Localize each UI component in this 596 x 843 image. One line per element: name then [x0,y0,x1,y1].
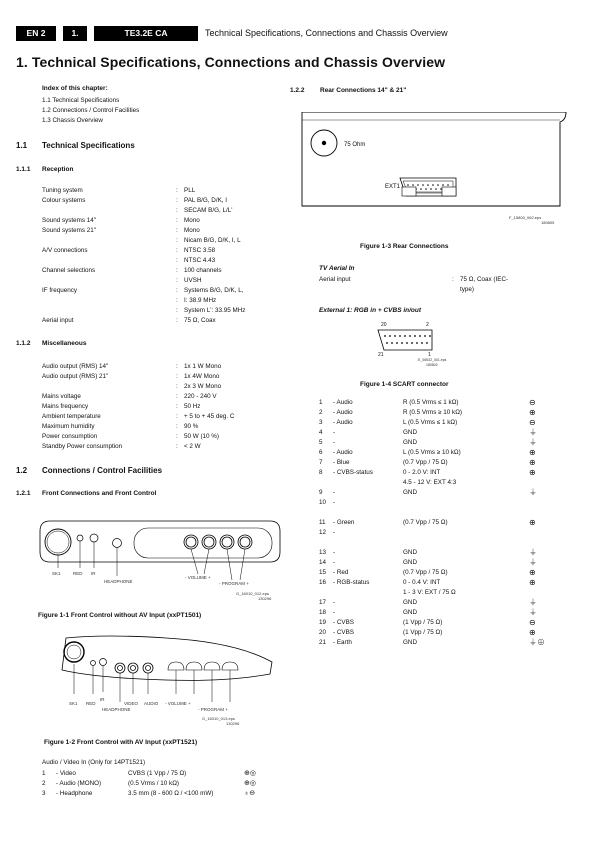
scart-pin-number: 7 [319,459,323,466]
spec-value: NTSC 4.43 [184,257,216,264]
scart-pin-number: 18 [319,609,327,616]
av-input-row [42,769,272,779]
scart-signal-icon: ⊖ [529,398,536,407]
scart-pin-signal: GND [403,559,417,566]
spec-label: Mains frequency [42,403,89,410]
scart-pin-number: 20 [319,629,327,636]
header-model-box [94,26,198,41]
front-control-figure-1 [36,508,282,600]
spec-row [42,442,282,452]
spec-label: Colour systems [42,197,86,204]
spec-value: SECAM B/G, L/L' [184,207,233,214]
scart-pin-row [319,618,545,628]
mains-switch-knob [45,529,71,555]
spec-value: 2x 3 W Mono [184,383,222,390]
red-led-indicator [77,535,83,541]
ext1-heading: External 1: RGB in + CVBS in/out [319,307,422,314]
headphone-jack [115,663,125,673]
spec-row [42,286,282,296]
scart-pin-number: 8 [319,469,323,476]
spec-label: Sound systems 14" [42,217,97,224]
fig1-label-volume: - VOLUME + [185,575,211,580]
spec-colon: : [176,423,178,430]
aerial-input-colon: : [452,276,454,283]
ext1-label: EXT1 [385,184,401,190]
spec-value: < 2 W [184,443,201,450]
scart-pin-number: 3 [319,419,323,426]
spec-value: 90 % [184,423,199,430]
ir-receiver [100,659,107,666]
av-pin-name: - Audio (MONO) [56,780,102,787]
spec-colon: : [176,433,178,440]
scart-pin-signal: 0 - 2.0 V: INT [403,469,441,476]
spec-colon: : [176,207,178,214]
av-pin-signal: CVBS (1 Vpp / 75 Ω) [128,770,187,777]
scart-pin-number: 11 [319,519,326,526]
av-pin-name: - Headphone [56,790,93,797]
scart-pin-name: - Audio [333,399,353,406]
spec-row [42,276,282,286]
fig2-label-video: VIDEO [124,701,139,706]
av-input-row [42,779,272,789]
spec-row [42,196,282,206]
scart-signal-icon: ⊕ [529,568,536,577]
ext1-date: 180802 [426,363,438,367]
scart-pin-row [319,638,545,648]
scart-pin-name: - Blue [333,459,350,466]
scart-pin-row [319,468,545,478]
scart-pin-number: 5 [319,439,323,446]
spec-colon: : [176,443,178,450]
spec-row [42,316,282,326]
av-heading: Audio / Video In (Only for 14PT1521) [42,759,146,766]
fig1-date: 130296 [258,596,272,601]
header-chapter-label: 1. [71,28,79,38]
spec-row [42,296,282,306]
tv-aerial-heading: TV Aerial In [319,265,355,272]
scart-pin-number: 1 [319,399,323,406]
scart-pin-20-label: 20 [381,322,387,328]
scart-pin-signal: (0.7 Vpp / 75 Ω) [403,569,448,576]
aerial-input-label: Aerial input [319,276,351,283]
front-control-figure-2 [56,632,278,712]
scart-pin-signal: (0.7 Vpp / 75 Ω) [403,519,448,526]
av-pin-name: - Video [56,770,76,777]
spec-label: Aerial input [42,317,74,324]
scart-pin-signal: GND [403,639,417,646]
scart-pin-signal: (1 Vpp / 75 Ω) [403,619,443,626]
fig2-label-red: RED [86,701,96,706]
av-input-row [42,789,272,799]
spec-row [42,186,282,196]
scart-pin-signal: GND [403,429,417,436]
ir-receiver [90,534,98,542]
scart-pin-name: - CVBS [333,619,354,626]
spec-row [42,412,282,422]
figure-caption: Figure 1-1 Front Control without AV Input (xxPT1501) [38,612,202,619]
index-item[interactable]: 1.2 Connections / Control Facilities [42,107,140,114]
spec-value: PLL [184,187,196,194]
fig2-file-ref: G_16010_013.eps [202,716,235,721]
spec-colon: : [176,413,178,420]
audio-input-jack [143,663,153,673]
scart-pin-name: - [333,489,336,496]
spec-value: 50 W (10 %) [184,433,219,440]
scart-signal-icon: ⏚ [529,428,537,437]
spec-label: Ambient temperature [42,413,101,420]
spec-colon: : [176,403,178,410]
scart-signal-icon: ⏚ [529,488,537,497]
spec-colon: : [176,307,178,314]
av-pin-number: 3 [42,790,46,797]
index-item[interactable]: 1.3 Chassis Overview [42,117,103,124]
spec-colon: : [176,297,178,304]
scart-pin-number: 9 [319,489,323,496]
scart-pinout-diagram [376,328,434,354]
scart-pin-number: 16 [319,579,327,586]
spec-value: I: 38.9 MHz [184,297,217,304]
index-list [42,96,139,126]
spec-row [42,382,282,392]
scart-signal-icon: ⏚ [529,598,537,607]
scart-pin-row [319,508,545,518]
section-title: Connections / Control Facilities [42,466,163,475]
spec-row [42,256,282,266]
scart-pin-signal: R (0.5 Vrms ≤ 1 kΩ) [403,399,459,406]
spec-row [42,246,282,256]
scart-pin-row [319,448,545,458]
rear-connections-figure [296,112,576,212]
scart-pin-signal: GND [403,609,417,616]
scart-pin-row [319,558,545,568]
spec-label: Audio output (RMS) 21" [42,373,109,380]
index-item[interactable]: 1.1 Technical Specifications [42,97,120,104]
ext1-file-ref: E_06532_001.eps [418,358,447,362]
spec-value: + 5 to + 45 deg. C [184,413,235,420]
index-heading: Index of this chapter: [42,85,108,92]
scart-pin-row [319,428,545,438]
scart-pin-number: 15 [319,569,327,576]
scart-pin-name: - Audio [333,409,353,416]
scart-pin-2-label: 2 [426,322,429,328]
scart-pin-signal: 4.5 - 12 V: EXT 4:3 [403,479,457,486]
fig2-label-audio: AUDIO [144,701,159,706]
aerial-input-value-cont: type) [460,286,474,293]
spec-row [42,306,282,316]
scart-signal-icon: ⊕ [529,578,536,587]
spec-value: PAL B/G, D/K, I [184,197,228,204]
spec-colon: : [176,217,178,224]
subsection-title: Miscellaneous [42,340,87,347]
scart-pin-signal: R (0.5 Vrms ≥ 10 kΩ) [403,409,463,416]
spec-colon: : [176,373,178,380]
scart-pin-signal: L (0.5 Vrms ≥ 10 kΩ) [403,449,461,456]
av-pin-number: 2 [42,780,46,787]
spec-value: System L': 33.95 MHz [184,307,246,314]
spec-colon: : [176,317,178,324]
section-number: 1.1 [16,141,28,150]
scart-signal-icon: ⊖ [529,418,536,427]
header-chapter-box [63,26,87,41]
spec-label: Audio output (RMS) 14" [42,363,109,370]
header-page-label: EN 2 [26,28,46,38]
scart-pin-name: - Audio [333,419,353,426]
scart-pin-name: - CVBS [333,629,354,636]
spec-colon: : [176,393,178,400]
spec-value: 50 Hz [184,403,201,410]
spec-row [42,226,282,236]
fig1-file-ref: G_16010_012.eps [236,591,269,596]
scart-pin-name: - [333,499,336,506]
scart-signal-icon: ⊕ [529,458,536,467]
av-signal-icon: ⊕◎ [244,770,256,777]
figure-caption: Figure 1-3 Rear Connections [360,243,449,250]
scart-pin-signal: (0.7 Vpp / 75 Ω) [403,459,448,466]
scart-signal-icon: ⊕ [529,468,536,477]
chapter-title: 1. Technical Specifications, Connections and Chassis Overview [16,54,446,70]
spec-value: Nicam B/G, D/K, I, L [184,237,241,244]
section-title: Technical Specifications [42,141,135,150]
scart-pin-name: - [333,429,336,436]
spec-colon: : [176,247,178,254]
subsection-title: Front Connections and Front Control [42,490,157,497]
figure-caption: Figure 1-4 SCART connector [360,381,449,388]
scart-pin-signal: GND [403,549,417,556]
aerial-input-value: 75 Ω, Coax (IEC- [460,276,509,283]
spec-value: Mono [184,217,200,224]
red-led-indicator [91,661,96,666]
section-number: 1.2 [16,466,28,475]
header-title: Technical Specifications, Connections and Chassis Overview [205,28,448,38]
spec-colon: : [176,363,178,370]
spec-row [42,266,282,276]
scart-signal-icon: ⏚ [529,608,537,617]
fig2-label-ir: IR [100,697,105,702]
scart-pin-row [319,548,545,558]
spec-row [42,362,282,372]
scart-pin-row [319,608,545,618]
spec-colon: : [176,237,178,244]
scart-pin-name: - [333,529,336,536]
spec-label: IF frequency [42,287,77,294]
scart-pin-name: - [333,439,336,446]
headphone-jack [113,539,122,548]
spec-label: Standby Power consumption [42,443,123,450]
scart-pin-number: 19 [319,619,327,626]
scart-pin-name: - RGB-status [333,579,370,586]
scart-pin-number: 10 [319,499,327,506]
spec-value: 100 channels [184,267,222,274]
figure-caption: Figure 1-2 Front Control with AV Input (xxPT1521) [44,739,198,746]
scart-pin-row [319,528,545,538]
spec-colon: : [176,197,178,204]
av-signal-icon: ⊕◎ [244,780,256,787]
scart-pin-row [319,598,545,608]
spec-value: 1x 4W Mono [184,373,220,380]
subsection-title: Rear Connections 14" & 21" [320,87,407,94]
fig1-label-ir: IR [91,571,96,576]
spec-value: 1x 1 W Mono [184,363,222,370]
header-page-box [16,26,56,41]
scart-pin-21-label: 21 [378,352,384,358]
scart-pin-signal: 1 - 3 V: EXT / 75 Ω [403,589,456,596]
scart-pin-name: - Earth [333,639,352,646]
spec-row [42,216,282,226]
scart-pin-row [319,398,545,408]
fig1-label-program: - PROGRAM + [219,581,249,586]
scart-pin-row [319,588,545,598]
scart-signal-icon: ⏚ [529,558,537,567]
scart-pin-number: 13 [319,549,327,556]
scart-signal-icon: ⏚ [529,548,537,557]
scart-pin-signal: L (0.5 Vrms ≤ 1 kΩ) [403,419,458,426]
scart-pin-row [319,518,545,528]
spec-value: 75 Ω, Coax [184,317,216,324]
subsection-number: 1.2.2 [290,87,305,94]
scart-pin-row [319,478,545,488]
spec-row [42,392,282,402]
scart-pin-row [319,438,545,448]
fig1-label-sk1: SK1 [52,571,61,576]
subsection-number: 1.1.1 [16,166,31,173]
scart-pin-1-label: 1 [428,352,431,358]
fig2-label-sk1: SK1 [69,701,78,706]
scart-signal-icon: ⊕ [529,408,536,417]
scart-signal-icon: ⏚⊕ [529,638,545,647]
av-pin-number: 1 [42,770,46,777]
aerial-impedance-label: 75 Ohm [344,142,366,148]
spec-colon: : [176,227,178,234]
spec-label: Sound systems 21" [42,227,97,234]
scart-pin-signal: GND [403,599,417,606]
scart-pin-name: - CVBS-status [333,469,373,476]
scart-pin-number: 2 [319,409,323,416]
av-pin-signal: (0.5 Vrms / 10 kΩ) [128,780,180,787]
scart-pin-name: - Red [333,569,349,576]
spec-label: Tuning system [42,187,83,194]
scart-pin-signal: GND [403,439,417,446]
spec-value: Systems B/G, D/K, L, [184,287,244,294]
spec-colon: : [176,287,178,294]
scart-signal-icon: ⊕ [529,518,536,527]
scart-pin-row [319,498,545,508]
spec-value: NTSC 3.58 [184,247,216,254]
spec-label: Channel selections [42,267,96,274]
scart-signal-icon: ⊕ [529,628,536,637]
fig2-date: 130296 [226,721,240,726]
scart-pin-signal: 0 - 0.4 V: INT [403,579,441,586]
fig3-file-ref: F_15800_062.eps [509,215,542,220]
scart-pin-signal: GND [403,489,417,496]
spec-colon: : [176,277,178,284]
scart-pin-name: - [333,599,336,606]
scart-signal-icon: ⊕ [529,448,536,457]
scart-pin-row [319,458,545,468]
scart-pin-name: - [333,559,336,566]
subsection-number: 1.2.1 [16,490,31,497]
scart-pin-row [319,408,545,418]
scart-pin-number: 4 [319,429,323,436]
spec-value: 220 - 240 V [184,393,217,400]
fig1-label-red: RED [73,571,83,576]
spec-label: Power consumption [42,433,98,440]
scart-signal-icon: ⏚ [529,438,537,447]
scart-pin-row [319,538,545,548]
scart-pin-row [319,578,545,588]
scart-pin-number: 21 [319,639,327,646]
scart-pin-name: - Green [333,519,355,526]
video-input-jack [128,663,138,673]
spec-row [42,372,282,382]
scart-pin-row [319,568,545,578]
fig1-label-headphone: HEADPHONE [104,579,133,584]
av-pin-signal: 3.5 mm (8 - 600 Ω / <100 mW) [128,790,214,797]
spec-value: Mono [184,227,200,234]
scart-pin-row [319,628,545,638]
scart-signal-icon: ⊖ [529,618,536,627]
scart-pin-number: 14 [319,559,327,566]
fig2-label-volume: - VOLUME + [165,701,191,706]
scart-pin-name: - [333,609,336,616]
subsection-title: Reception [42,166,74,173]
spec-colon: : [176,267,178,274]
spec-label: Mains voltage [42,393,81,400]
scart-pin-name: - [333,549,336,556]
spec-colon: : [176,187,178,194]
subsection-number: 1.1.2 [16,340,31,347]
fig2-label-headphone: HEADPHONE [102,707,131,712]
fig2-label-program: - PROGRAM + [198,707,228,712]
spec-label: A/V connections [42,247,88,254]
scart-pin-number: 6 [319,449,323,456]
scart-pin-number: 12 [319,529,327,536]
spec-colon: : [176,257,178,264]
scart-pin-number: 17 [319,599,327,606]
spec-value: UVSH [184,277,202,284]
spec-row [42,432,282,442]
spec-colon: : [176,383,178,390]
scart-pin-signal: (1 Vpp / 75 Ω) [403,629,443,636]
spec-row [42,236,282,246]
scart-pin-name: - Audio [333,449,353,456]
spec-row [42,402,282,412]
spec-label: Maximum humidity [42,423,95,430]
header-model-label: TE3.2E CA [124,28,168,38]
scart-pin-row [319,488,545,498]
fig3-date: 180805 [541,220,555,225]
spec-row [42,206,282,216]
av-signal-icon: ♁⊖ [244,790,256,797]
scart-pin-row [319,418,545,428]
spec-row [42,422,282,432]
